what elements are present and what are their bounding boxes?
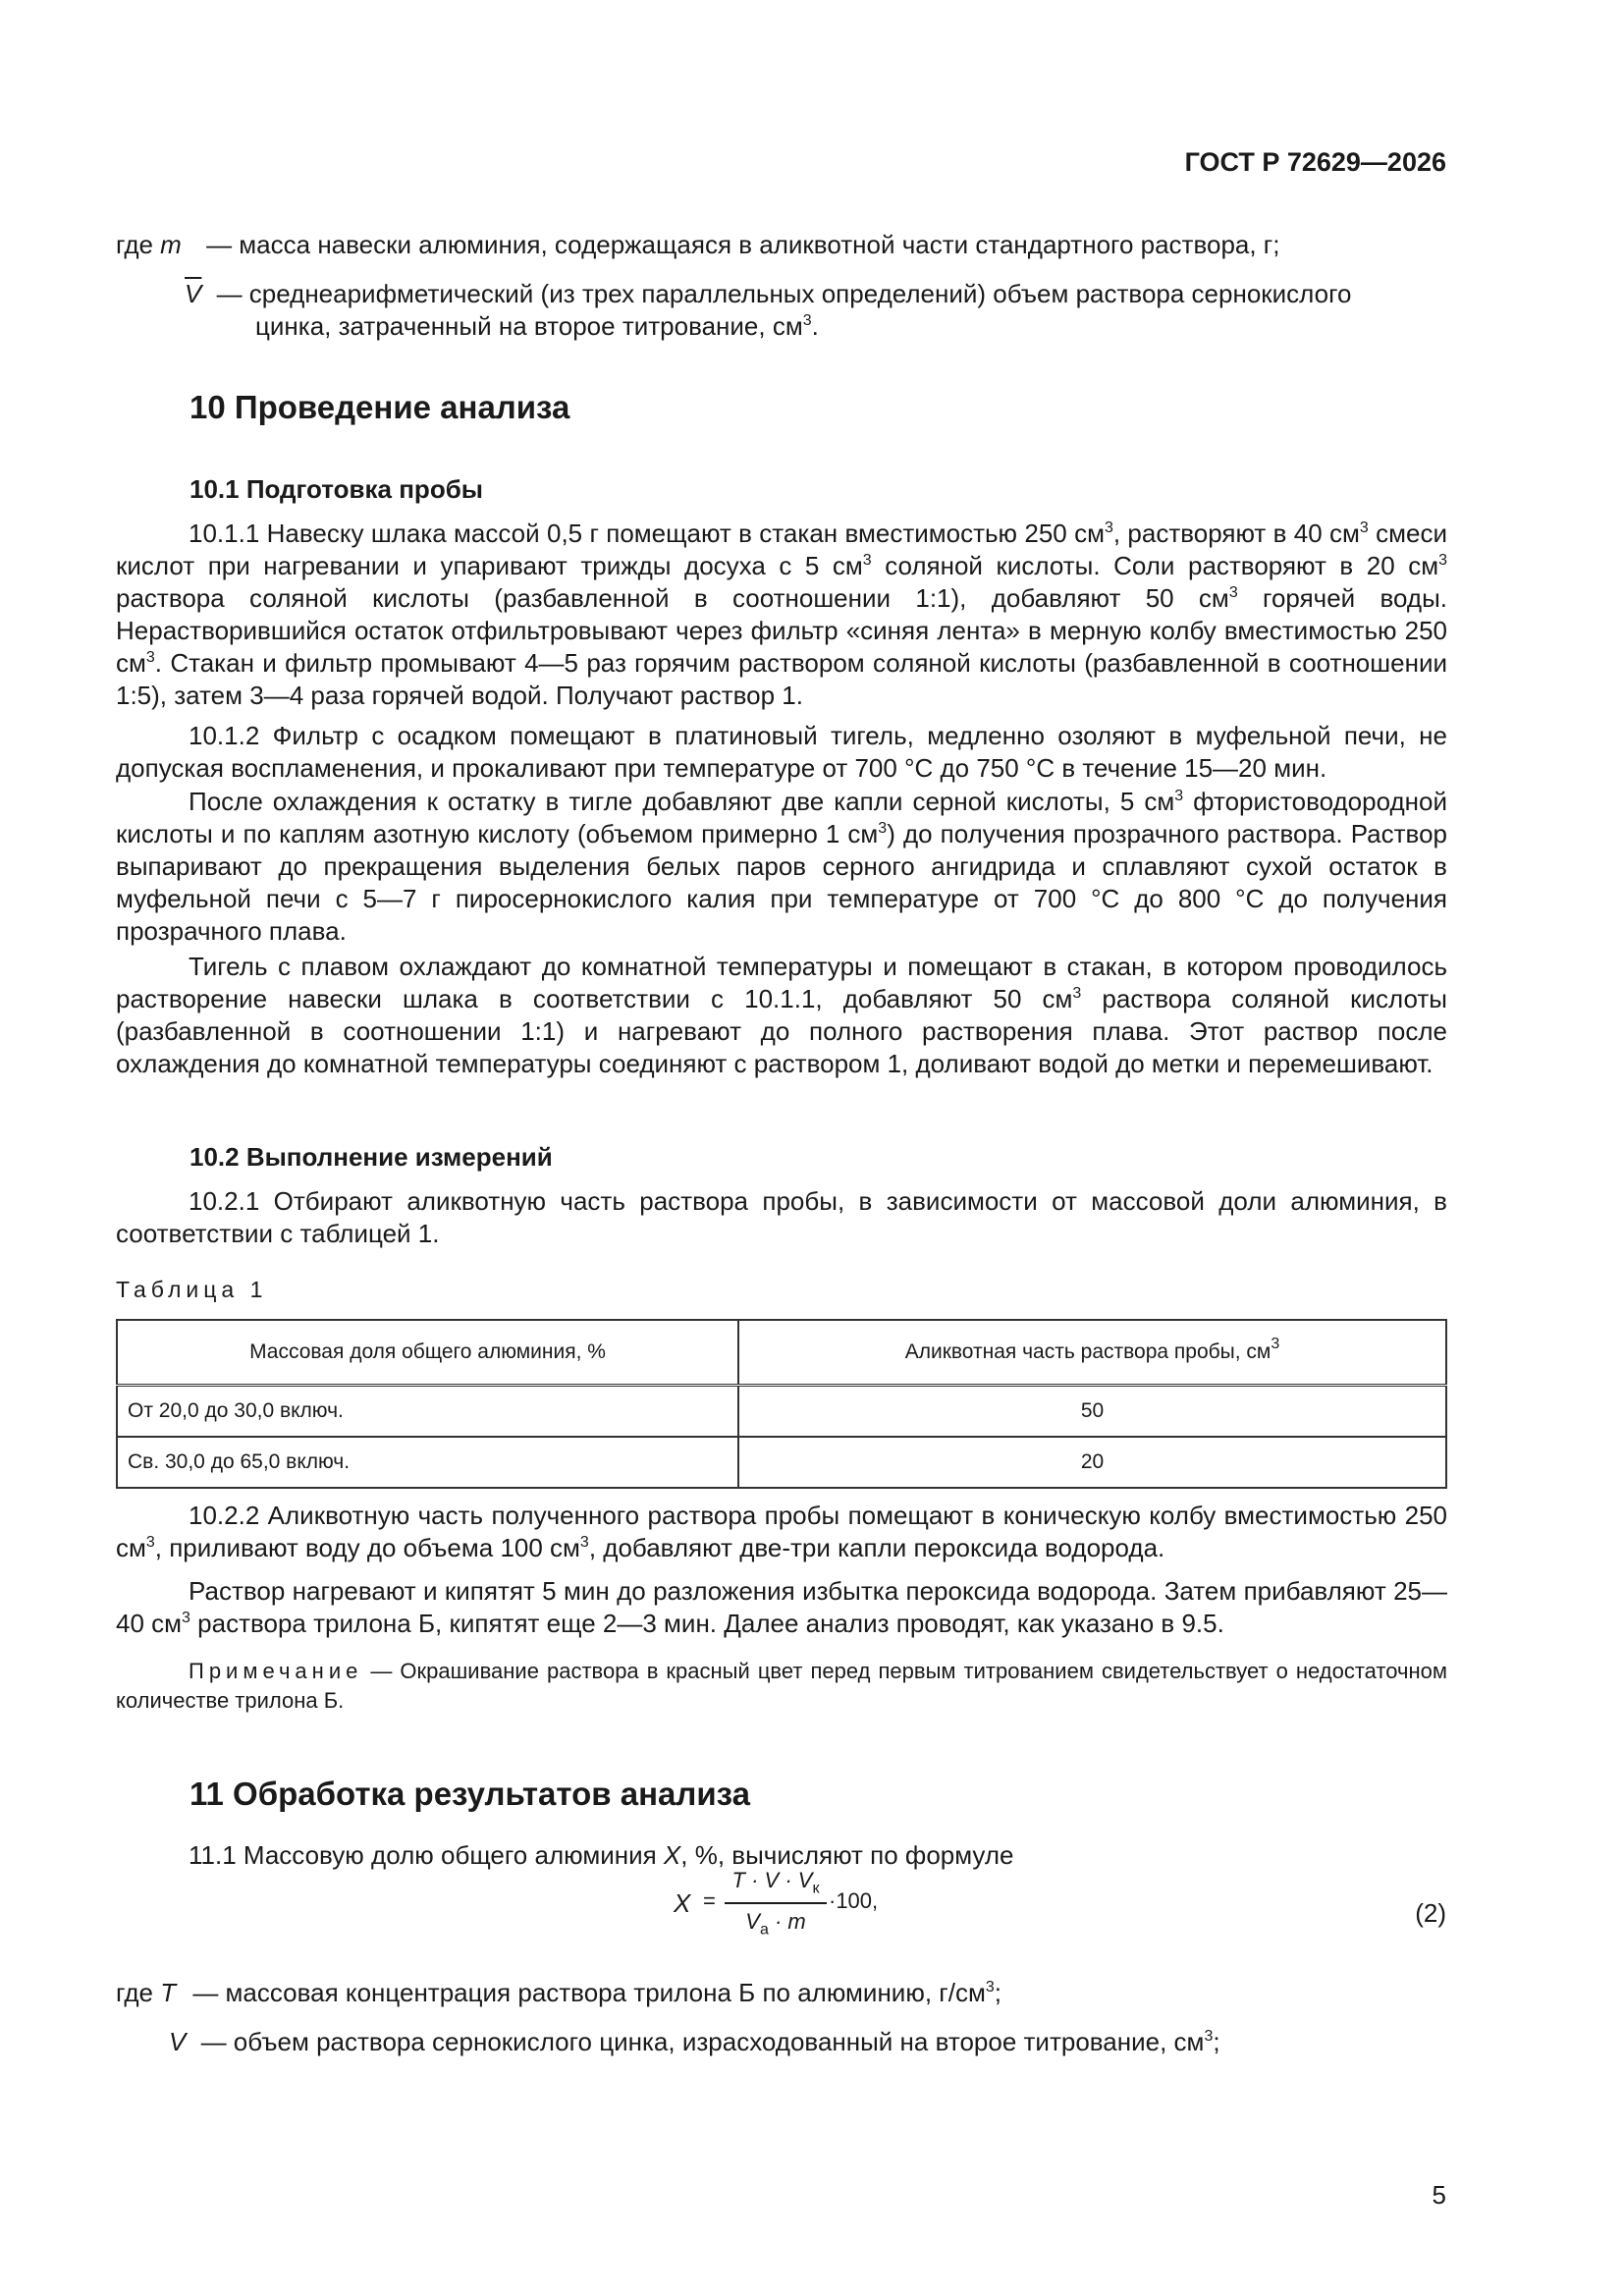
where-lead: где bbox=[116, 1978, 153, 2007]
text: Аликвотная часть раствора пробы, см bbox=[904, 1340, 1271, 1363]
formula-lhs: X bbox=[674, 1888, 691, 1918]
note-label: Примечание bbox=[189, 1659, 363, 1683]
table-header-row bbox=[117, 1320, 1446, 1386]
text: , добавляют две-три капли пероксида водорода. bbox=[588, 1533, 1165, 1562]
text: смеси кислот при нагревании и упаривают трижды досуха с 5 см bbox=[116, 519, 1447, 580]
symbol-x: X bbox=[663, 1840, 681, 1870]
standard-designation: ГОСТ Р 72629—2026 bbox=[1184, 147, 1446, 177]
table-cell: 20 bbox=[738, 1437, 1446, 1488]
text: , %, вычисляют по формуле bbox=[680, 1840, 1014, 1870]
formula-2 bbox=[674, 1868, 909, 1942]
text: Раствор нагревают и кипятят 5 мин до разложения избытка пероксида водорода. Затем прибавляют 25—40 см bbox=[116, 1576, 1447, 1638]
text: Тигель с плавом охлаждают до комнатной температуры и помещают в стакан, в котором проводилось растворение навески шлака в соответствии с 10.1.1, добавляют 50 см bbox=[116, 952, 1447, 1013]
superscript-3: 3 bbox=[145, 1534, 155, 1551]
table-header-cell: Массовая доля общего алюминия, % bbox=[117, 1320, 738, 1386]
superscript-3: 3 bbox=[1204, 2028, 1214, 2045]
table-cell: От 20,0 до 30,0 включ. bbox=[117, 1386, 738, 1438]
table-cell: 50 bbox=[738, 1386, 1446, 1438]
symbol-t: T bbox=[160, 1978, 177, 2007]
table-header-cell bbox=[738, 1320, 1446, 1386]
where-v-line bbox=[185, 278, 1451, 343]
superscript-3: 3 bbox=[1174, 788, 1184, 804]
superscript-3: 3 bbox=[1438, 552, 1447, 569]
superscript-3: 3 bbox=[878, 820, 888, 837]
subscript: а bbox=[759, 1921, 769, 1939]
section-11-title: 11 Обработка результатов анализа bbox=[189, 1776, 750, 1812]
paragraph-10-1-1 bbox=[116, 518, 1447, 712]
subscript: к bbox=[812, 1880, 820, 1897]
text: T · V · V bbox=[731, 1868, 813, 1892]
superscript-3: 3 bbox=[985, 1979, 995, 1995]
text: 10.2.2 Аликвотную часть полученного раствора пробы помещают в коническую колбу вместимостью 250 см bbox=[116, 1501, 1447, 1562]
paragraph-10-2-1: 10.2.1 Отбирают аликвотную часть раствора пробы, в зависимости от массовой доли алюминия, в соответствии с таблицей 1. bbox=[116, 1186, 1447, 1248]
table-1 bbox=[116, 1319, 1447, 1489]
paragraph-after-cooling bbox=[116, 786, 1447, 948]
superscript-3: 3 bbox=[1104, 519, 1113, 536]
note bbox=[116, 1657, 1447, 1716]
text: V bbox=[745, 1909, 760, 1934]
text: После охлаждения к остатку в тигле добавляют две капли серной кислоты, 5 см bbox=[189, 787, 1175, 816]
superscript-3: 3 bbox=[862, 552, 872, 569]
page-number: 5 bbox=[1432, 2180, 1446, 2210]
punct: ; bbox=[994, 1978, 1002, 2007]
where-v-desc-2: цинка, затраченный на второе титрование, см bbox=[255, 311, 803, 341]
superscript-3: 3 bbox=[1228, 584, 1238, 601]
text: раствора соляной кислоты (разбавленной в соотношении 1:1) и нагревают до полного растворения плава. Этот раствор после охлаждения до комнатной температуры соединяют с раствором 1, доливают водой до метки и перемешивают. bbox=[116, 984, 1447, 1078]
superscript-3: 3 bbox=[1359, 519, 1369, 536]
formula-numerator bbox=[725, 1868, 827, 1897]
punct: ; bbox=[1213, 2027, 1220, 2056]
where-t-line bbox=[116, 1977, 1451, 2009]
note-text: — Окрашивание раствора в красный цвет перед первым титрованием свидетельствует о недостаточном количестве трилона Б. bbox=[116, 1659, 1447, 1713]
table-cell: Св. 30,0 до 65,0 включ. bbox=[117, 1437, 738, 1488]
text: горячей воды. Нерастворившийся остаток отфильтровывают через фильтр «синяя лента» в мерную колбу вместимостью 250 см bbox=[116, 583, 1447, 678]
superscript-3: 3 bbox=[802, 312, 812, 329]
superscript-3: 3 bbox=[1072, 985, 1082, 1002]
where-v-desc-1: — среднеарифметический (из трех параллельных определений) объем раствора сернокислого bbox=[216, 279, 1352, 308]
paragraph-10-1-2: 10.1.2 Фильтр с осадком помещают в платиновый тигель, медленно озоляют в муфельной печи, не допуская воспламенения, и прокаливают при температуре от 700 °С до 750 °С в течение 15—20 мин. bbox=[116, 721, 1447, 783]
text: раствора трилона Б, кипятят еще 2—3 мин. Далее анализ проводят, как указано в 9.5. bbox=[189, 1609, 1224, 1638]
symbol-v: V bbox=[169, 2027, 187, 2056]
text: 10.1.1 Навеску шлака массой 0,5 г помещают в стакан вместимостью 250 см bbox=[189, 519, 1105, 548]
superscript-3: 3 bbox=[145, 649, 155, 666]
punct: . bbox=[811, 311, 819, 341]
text: , приливают воду до объема 100 см bbox=[154, 1533, 580, 1562]
table-row bbox=[117, 1386, 1446, 1438]
paragraph-10-2-2 bbox=[116, 1500, 1447, 1564]
where-m-desc: — масса навески алюминия, содержащаяся в аликвотной части стандартного раствора, г; bbox=[206, 230, 1280, 259]
formula-tail: ·100, bbox=[829, 1888, 879, 1913]
text: соляной кислоты. Соли растворяют в 20 см bbox=[871, 551, 1439, 580]
where-t-desc: — массовая концентрация раствора трилона Б по алюминию, г/см bbox=[192, 1978, 986, 2007]
text: раствора соляной кислоты (разбавленной в соотношении 1:1), добавляют 50 см bbox=[116, 583, 1229, 613]
formula-number: (2) bbox=[1415, 1898, 1446, 1928]
superscript-3: 3 bbox=[579, 1534, 589, 1551]
where-m-line bbox=[116, 229, 1451, 261]
subsection-10-1-title: 10.1 Подготовка пробы bbox=[189, 474, 483, 504]
where-v-desc: — объем раствора сернокислого цинка, израсходованный на второе титрование, см bbox=[200, 2027, 1205, 2056]
text: ) до получения прозрачного раствора. Раствор выпаривают до прекращения выделения белых паров серного ангидрида и сплавляют сухой остаток в муфельной печи с 5—7 г пиросернокислого калия при температуре от 700 °С до 800 °С до получения прозрачного плава. bbox=[116, 819, 1447, 946]
symbol-m: m bbox=[160, 230, 182, 259]
paragraph-crucible bbox=[116, 951, 1447, 1080]
table-row bbox=[117, 1437, 1446, 1488]
formula-denominator bbox=[725, 1909, 827, 1939]
formula-equals: = bbox=[703, 1888, 716, 1913]
superscript-3: 3 bbox=[1271, 1336, 1280, 1352]
symbol-v-bar: $\overline{V}$ bbox=[185, 279, 202, 308]
subsection-10-2-title: 10.2 Выполнение измерений bbox=[189, 1142, 553, 1172]
text: · m bbox=[768, 1909, 806, 1934]
superscript-3: 3 bbox=[182, 1610, 190, 1626]
fraction-bar bbox=[725, 1902, 827, 1904]
section-10-title: 10 Проведение анализа bbox=[189, 389, 570, 425]
text: фтористоводородной кислоты и по каплям азотную кислоту (объемом примерно 1 см bbox=[116, 787, 1447, 848]
where-v-line-2 bbox=[169, 2026, 1445, 2058]
text: . Стакан и фильтр промывают 4—5 раз горячим раствором соляной кислоты (разбавленной в соотношении 1:5), затем 3—4 раза горячей водой. Получают раствор 1. bbox=[116, 648, 1447, 710]
paragraph-heating bbox=[116, 1575, 1447, 1640]
where-lead: где bbox=[116, 230, 161, 259]
table-caption: Таблица 1 bbox=[116, 1277, 268, 1302]
text: , растворяют в 40 см bbox=[1112, 519, 1360, 548]
text: 11.1 Массовую долю общего алюминия bbox=[189, 1840, 664, 1870]
